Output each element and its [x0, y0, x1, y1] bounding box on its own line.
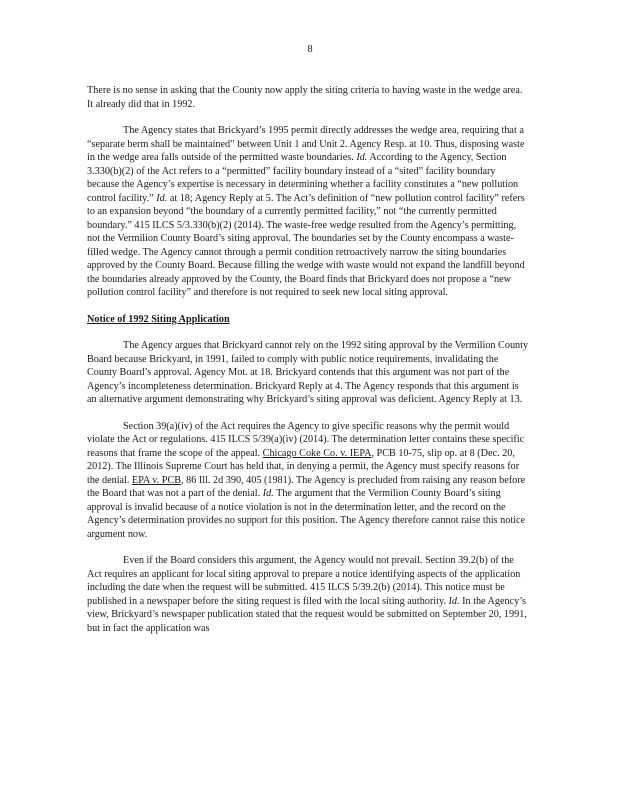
text-span: In the Agency’s view, Brickyard’s newspaper publication stated that the request would be submitted on September 20, 1991, but in fact the application was	[87, 595, 527, 634]
text-span: The argument that the Vermilion County Board’s siting approval is invalid because of a notice violation is not in the determination letter, and the record on the Agency’s determination provides no support for this position. The Agency therefore cannot raise this notice argument now.	[87, 488, 526, 540]
citation-id: Id.	[448, 595, 460, 607]
section-heading: Notice of 1992 Siting Application	[87, 313, 230, 325]
text-span: The Agency states that Brickyard’s 1995 permit directly addresses the wedge area, requiring that a “separate berm shall be maintained” between Unit 1 and Unit 2. Agency Resp. at 10. Thus, disposing waste in the wedge area falls outside of the permitted waste boundaries.	[87, 125, 525, 163]
text-span: According to the Agency, Section 3.330(b)(2) of the Act refers to a “permitted” facility boundary instead of a “sited” facility boundary because the Agency’s expertise is necessary in determining whether a facility constitutes a “new pollution control facility.”	[87, 152, 519, 204]
paragraph-5	[87, 554, 530, 635]
text-span: Even if the Board considers this argument, the Agency would not prevail. Section 39.2(b) of the Act requires an applicant for local siting approval to prepare a notice identifying aspects of the application including the date when the request will be submitted. 415 ILCS 5/39.2(b) (2014). This notice must be published in a newspaper before the siting request is filed with the local siting authority.	[87, 555, 521, 607]
case-citation: Chicago Coke Co. v. IEPA	[262, 447, 372, 459]
page-number: 8	[307, 44, 313, 55]
case-citation: EPA v. PCB	[131, 474, 182, 486]
paragraph-3: The Agency argues that Brickyard cannot rely on the 1992 siting approval by the Vermilion County Board because Brickyard, in 1991, failed to comply with public notice requirements, invalidating the County Board’s approval. Agency Mot. at 18. Brickyard contends that this argument was not part of the Agency’s incompleteness determination. Brickyard Reply at 4. The Agency responds that this argument is an alternative argument demonstrating why Brickyard’s siting approval was deficient. Agency Reply at 13.	[87, 340, 529, 405]
citation-id: Id.	[156, 192, 168, 204]
document-body	[87, 84, 530, 648]
citation-id: Id.	[262, 488, 274, 499]
paragraph-1: There is no sense in asking that the County now apply the siting criteria to having waste in the wedge area. It already did that in 1992.	[87, 85, 523, 110]
text-span: Section 39(a)(iv) of the Act requires the Agency to give specific reasons why the permit would violate the Act or regulations. 415 ILCS 5/39(a)(iv) (2014). The determination letter contains these specific reasons that frame the scope of the appeal.	[87, 420, 525, 459]
text-span: , 86 Ill. 2d 390, 405 (1981). The Agency is precluded from raising any reason before the Board that was not a part of the denial.	[87, 474, 526, 499]
paragraph-4	[87, 420, 530, 542]
paragraph-2	[87, 124, 530, 300]
text-span: , PCB 10-75, slip op. at 8 (Dec. 20, 2012). The Illinois Supreme Court has held that, in denying a permit, the Agency must specify reasons for the denial.	[87, 447, 520, 486]
citation-id: Id.	[356, 152, 368, 163]
text-span: at 18; Agency Reply at 5. The Act’s definition of “new pollution control facility” refers to an expansion beyond “the boundary of a currently permitted facility,” not “the currently permitted boundary.” 415 ILCS 5/3.330(b)(2) (2014). The waste-free wedge resulted from the Agency’s permitting, not the Vermilion County Board’s siting approval. The boundaries set by the County encompass a waste-filled wedge. The Agency cannot through a permit condition retroactively narrow the siting boundaries approved by the County Board. Because filling the wedge with waste would not expand the landfill beyond the boundaries already approved by the County, the Board finds that Brickyard does not propose a “new pollution control facility” and therefore is not required to seek new local siting approval.	[87, 192, 525, 298]
